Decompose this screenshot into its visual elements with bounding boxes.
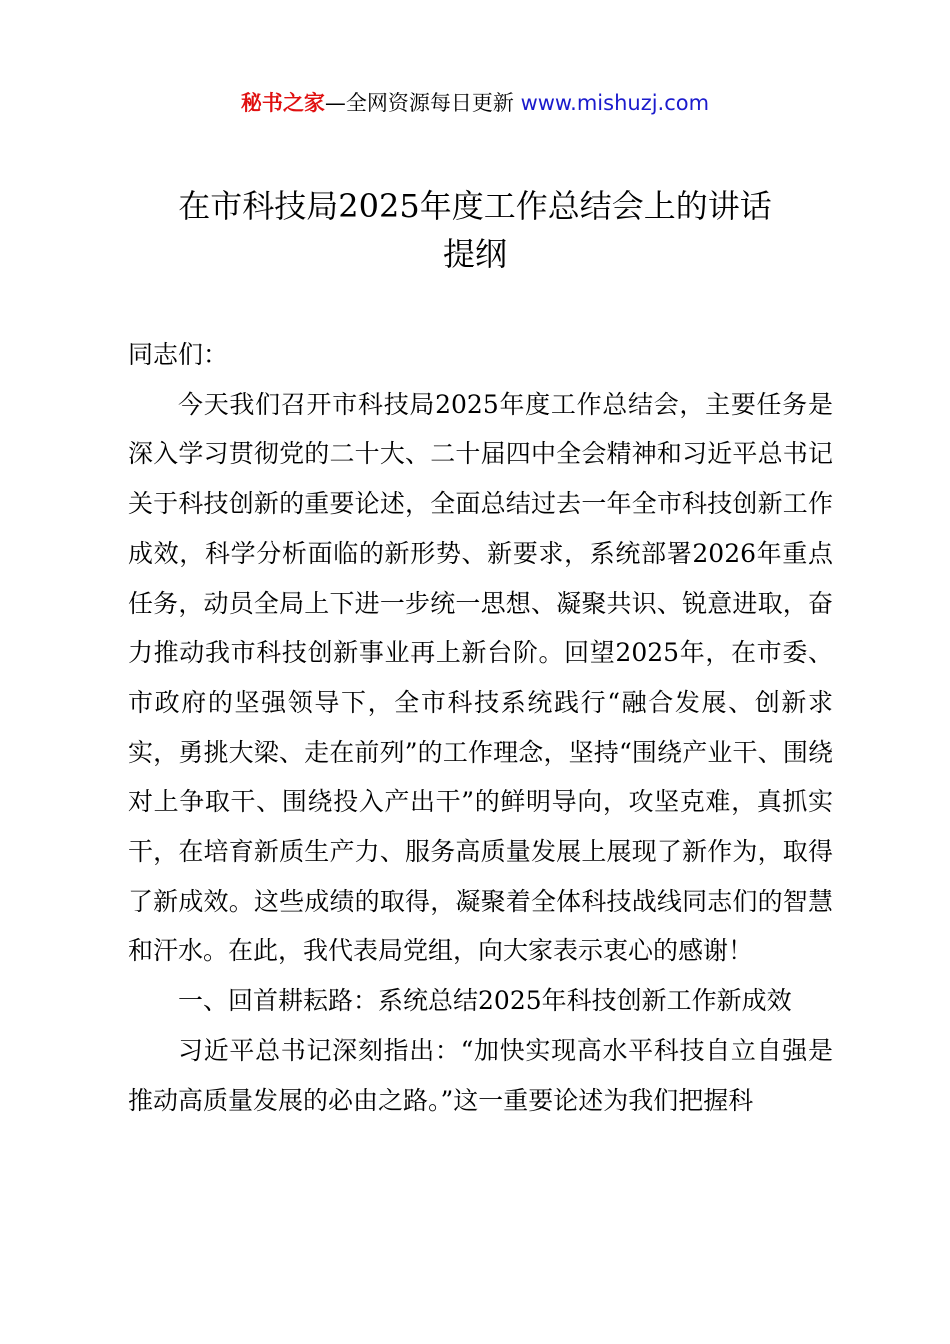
section-heading-1: 一、回首耕耘路：系统总结2025年科技创新工作新成效 <box>178 986 792 1016</box>
site-header <box>0 86 950 120</box>
paragraph-section-1: 习近平总书记深刻指出：“加快实现高水平科技自立自强是推动高质量发展的必由之路。”这一重要论述为我们把握科 <box>128 1035 833 1115</box>
document-body <box>128 330 833 1125</box>
site-url-link[interactable]: www.mishuzj.com <box>520 91 710 115</box>
title-line-1: 在市科技局2025年度工作总结会上的讲话 <box>178 187 772 225</box>
title-line-2: 提纲 <box>442 235 507 273</box>
site-name: 秘书之家 <box>240 91 325 115</box>
paragraph-intro: 今天我们召开市科技局2025年度工作总结会，主要任务是深入学习贯彻党的二十大、二十届四中全会精神和习近平总书记关于科技创新的重要论述，全面总结过去一年全市科技创新工作成效，科学分析面临的新形势、新要求，系统部署2026年重点任务，动员全局上下进一步统一思想、凝聚共识、锐意进取，奋力推动我市科技创新事业再上新台阶。回望2025年，在市委、市政府的坚强领导下，全市科技系统践行“融合发展、创新求实，勇挑大梁、走在前列”的工作理念，坚持“围绕产业干、围绕对上争取干、围绕投入产出干”的鲜明导向，攻坚克难，真抓实干，在培育新质生产力、服务高质量发展上展现了新作为，取得了新成效。这些成绩的取得，凝聚着全体科技战线同志们的智慧和汗水。在此，我代表局党组，向大家表示衷心的感谢！ <box>128 389 833 966</box>
document-title <box>120 182 830 278</box>
salutation: 同志们： <box>128 340 229 369</box>
site-slogan: —全网资源每日更新 <box>324 91 514 115</box>
